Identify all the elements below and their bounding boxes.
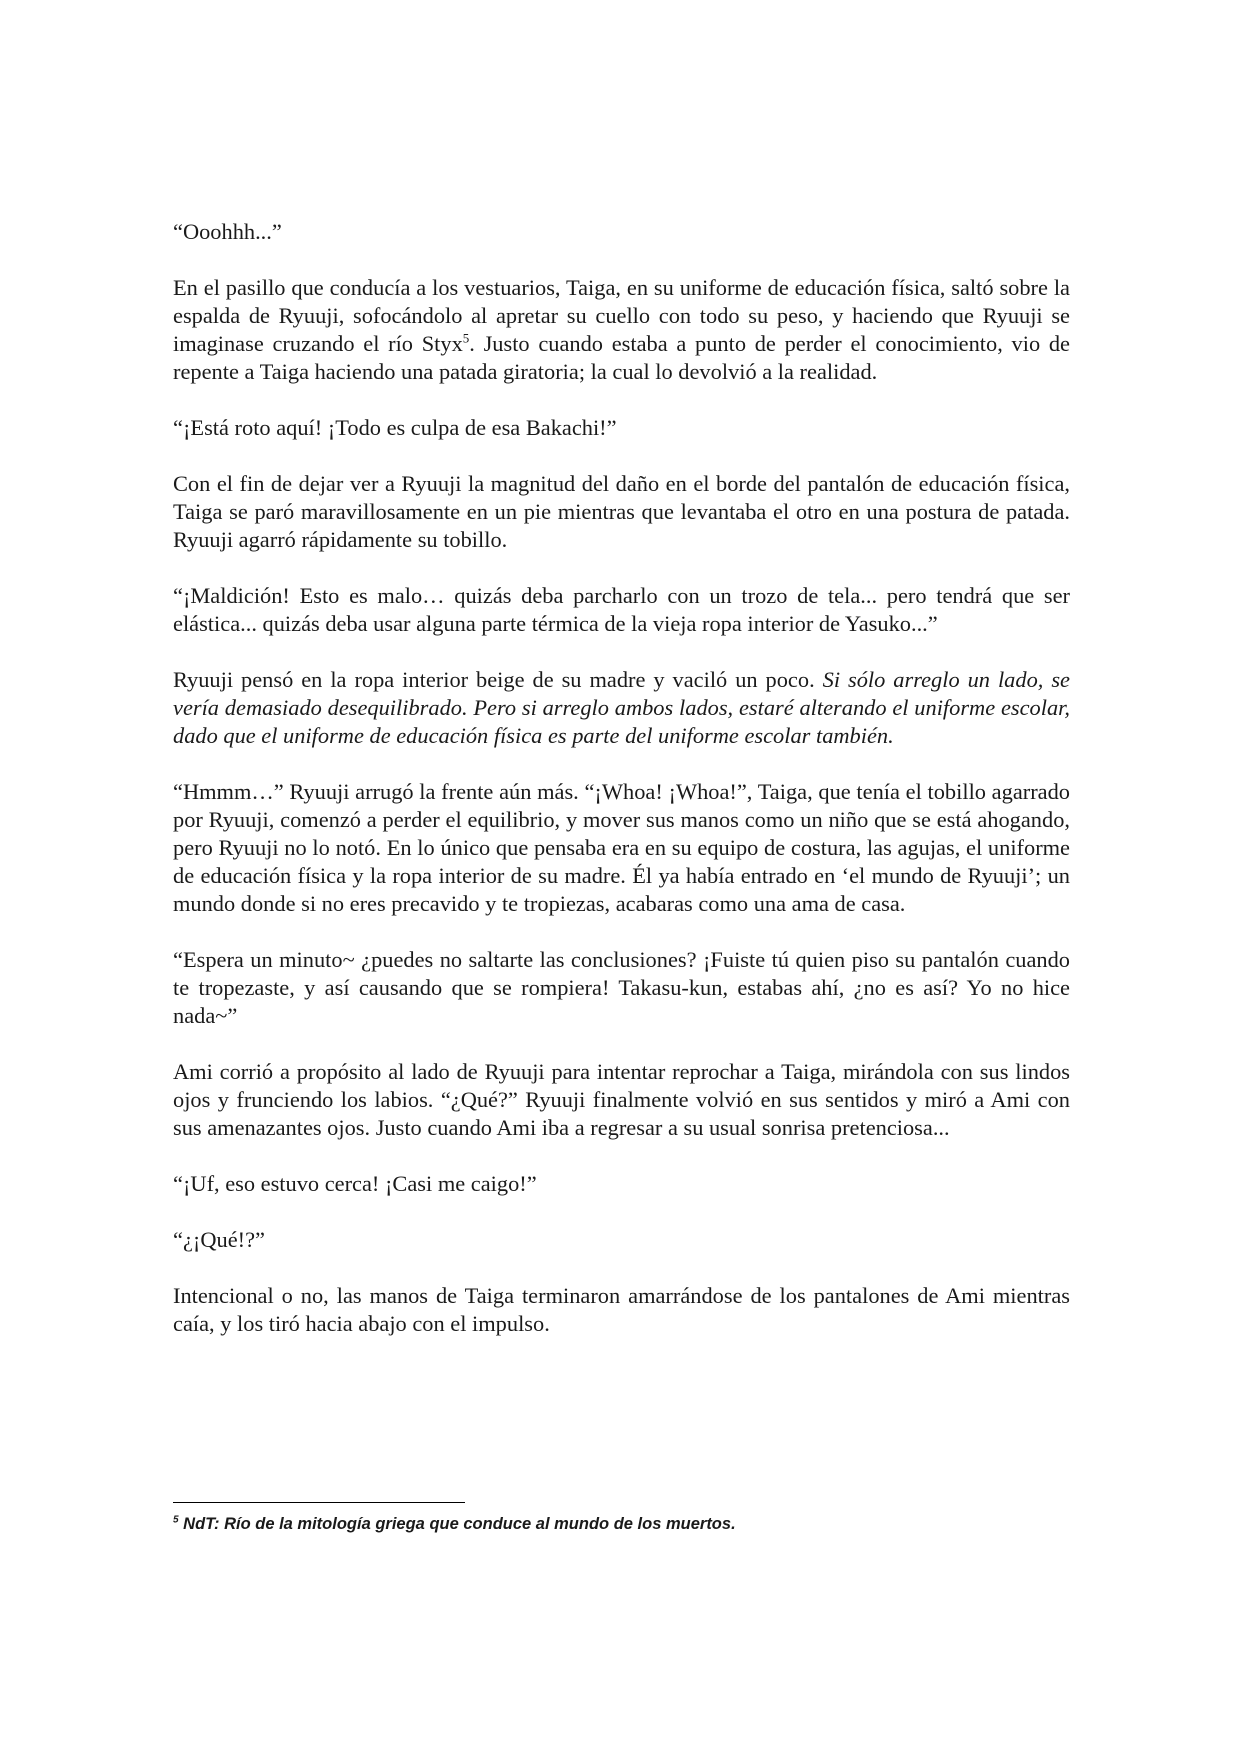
paragraph-2-text-b: . Justo cuando estaba a punto de perder el conocimiento, vio de repente a Taiga haciendo una patada giratoria; la cual lo devolvió a la realidad. bbox=[173, 331, 1070, 384]
paragraph-11: “¿¡Qué!?” bbox=[173, 1227, 265, 1252]
paragraph-4: Con el fin de dejar ver a Ryuuji la magnitud del daño en el borde del pantalón de educación física, Taiga se paró maravillosamente en un pie mientras que levantaba el otro en una postura de patada. Ryuuji agarró rápidamente su tobillo. bbox=[173, 471, 1070, 552]
paragraph-7: “Hmmm…” Ryuuji arrugó la frente aún más. “¡Whoa! ¡Whoa!”, Taiga, que tenía el tobillo agarrado por Ryuuji, comenzó a perder el equilibrio, y mover sus manos como un niño que se está ahogando, pero Ryuuji no lo notó. En lo único que pensaba era en su equipo de costura, las agujas, el uniforme de educación física y la ropa interior de su madre. Él ya había entrado en ‘el mundo de Ryuuji’; un mundo donde si no eres precavido y te tropiezas, acabaras como una ama de casa. bbox=[173, 779, 1070, 916]
footnote-separator bbox=[173, 1502, 465, 1503]
paragraph-6 bbox=[173, 666, 1070, 750]
paragraph-6-text: Ryuuji pensó en la ropa interior beige de su madre y vaciló un poco. bbox=[173, 667, 815, 692]
paragraph-6-italic-thought: Si sólo arreglo un lado, se vería demasiado desequilibrado. Pero si arreglo ambos lados, estaré alterando el uniforme escolar, dado que el uniforme de educación física es parte del uniforme escolar también. bbox=[173, 667, 1070, 748]
paragraph-2-text-a: En el pasillo que conducía a los vestuarios, Taiga, en su uniforme de educación física, saltó sobre la espalda de Ryuuji, sofocándolo al apretar su cuello con todo su peso, y haciendo que Ryuuji se imaginase cruzando el río Styx bbox=[173, 275, 1070, 356]
paragraph-1: “Ooohhh...” bbox=[173, 219, 282, 244]
paragraph-10: “¡Uf, eso estuvo cerca! ¡Casi me caigo!” bbox=[173, 1171, 537, 1196]
paragraph-12: Intencional o no, las manos de Taiga terminaron amarrándose de los pantalones de Ami mientras caía, y los tiró hacia abajo con el impulso. bbox=[173, 1283, 1070, 1336]
footnote bbox=[173, 1514, 1070, 1534]
paragraph-5: “¡Maldición! Esto es malo… quizás deba parcharlo con un trozo de tela... pero tendrá que ser elástica... quizás deba usar alguna parte térmica de la vieja ropa interior de Yasuko...” bbox=[173, 583, 1070, 636]
footnote-reference: 5 bbox=[462, 330, 470, 346]
paragraph-9: Ami corrió a propósito al lado de Ryuuji para intentar reprochar a Taiga, mirándola con sus lindos ojos y frunciendo los labios. “¿Qué?” Ryuuji finalmente volvió en sus sentidos y miró a Ami con sus amenazantes ojos. Justo cuando Ami iba a regresar a su usual sonrisa pretenciosa... bbox=[173, 1059, 1070, 1140]
paragraph-3: “¡Está roto aquí! ¡Todo es culpa de esa Bakachi!” bbox=[173, 415, 617, 440]
footnote-number: 5 bbox=[173, 1514, 179, 1526]
body-text bbox=[173, 218, 1070, 1338]
footnote-text: NdT: Río de la mitología griega que conduce al mundo de los muertos. bbox=[178, 1515, 736, 1533]
paragraph-2 bbox=[173, 274, 1070, 386]
paragraph-8: “Espera un minuto~ ¿puedes no saltarte las conclusiones? ¡Fuiste tú quien piso su pantalón cuando te tropezaste, y así causando que se rompiera! Takasu-kun, estabas ahí, ¿no es así? Yo no hice nada~” bbox=[173, 947, 1070, 1028]
